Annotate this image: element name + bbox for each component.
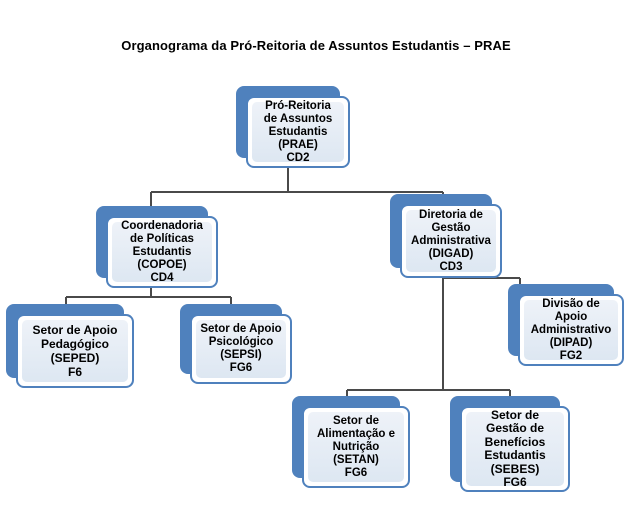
node-setan-label: Setor de Alimentação e Nutrição (SETAN) FG6 (317, 414, 395, 479)
node-dipad (508, 284, 624, 366)
node-sepsi (180, 304, 292, 384)
node-digad-label: Diretoria de Gestão Administrativa (DIGAD) CD3 (411, 208, 491, 273)
node-digad (390, 194, 502, 278)
node-setan (292, 396, 410, 488)
node-prae-label: Pró-Reitoria de Assuntos Estudantis (PRAE) CD2 (263, 99, 333, 164)
node-seped (6, 304, 134, 388)
chart-title: Organograma da Pró-Reitoria de Assuntos Estudantis – PRAE (121, 38, 511, 53)
node-prae (236, 86, 350, 168)
node-copoe (96, 206, 218, 288)
node-seped-label: Setor de Apoio Pedagógico (SEPED) F6 (32, 323, 118, 379)
node-dipad-label: Divisão de Apoio Administrativo (DIPAD) FG2 (530, 297, 612, 362)
node-sebes-label: Setor de Gestão de Benefícios Estudantis (SEBES) FG6 (484, 407, 546, 489)
node-copoe-label: Coordenadoria de Políticas Estudantis (COPOE) CD4 (121, 219, 203, 284)
node-sebes (450, 396, 570, 492)
node-sepsi-label: Setor de Apoio Psicológico (SEPSI) FG6 (200, 323, 282, 374)
